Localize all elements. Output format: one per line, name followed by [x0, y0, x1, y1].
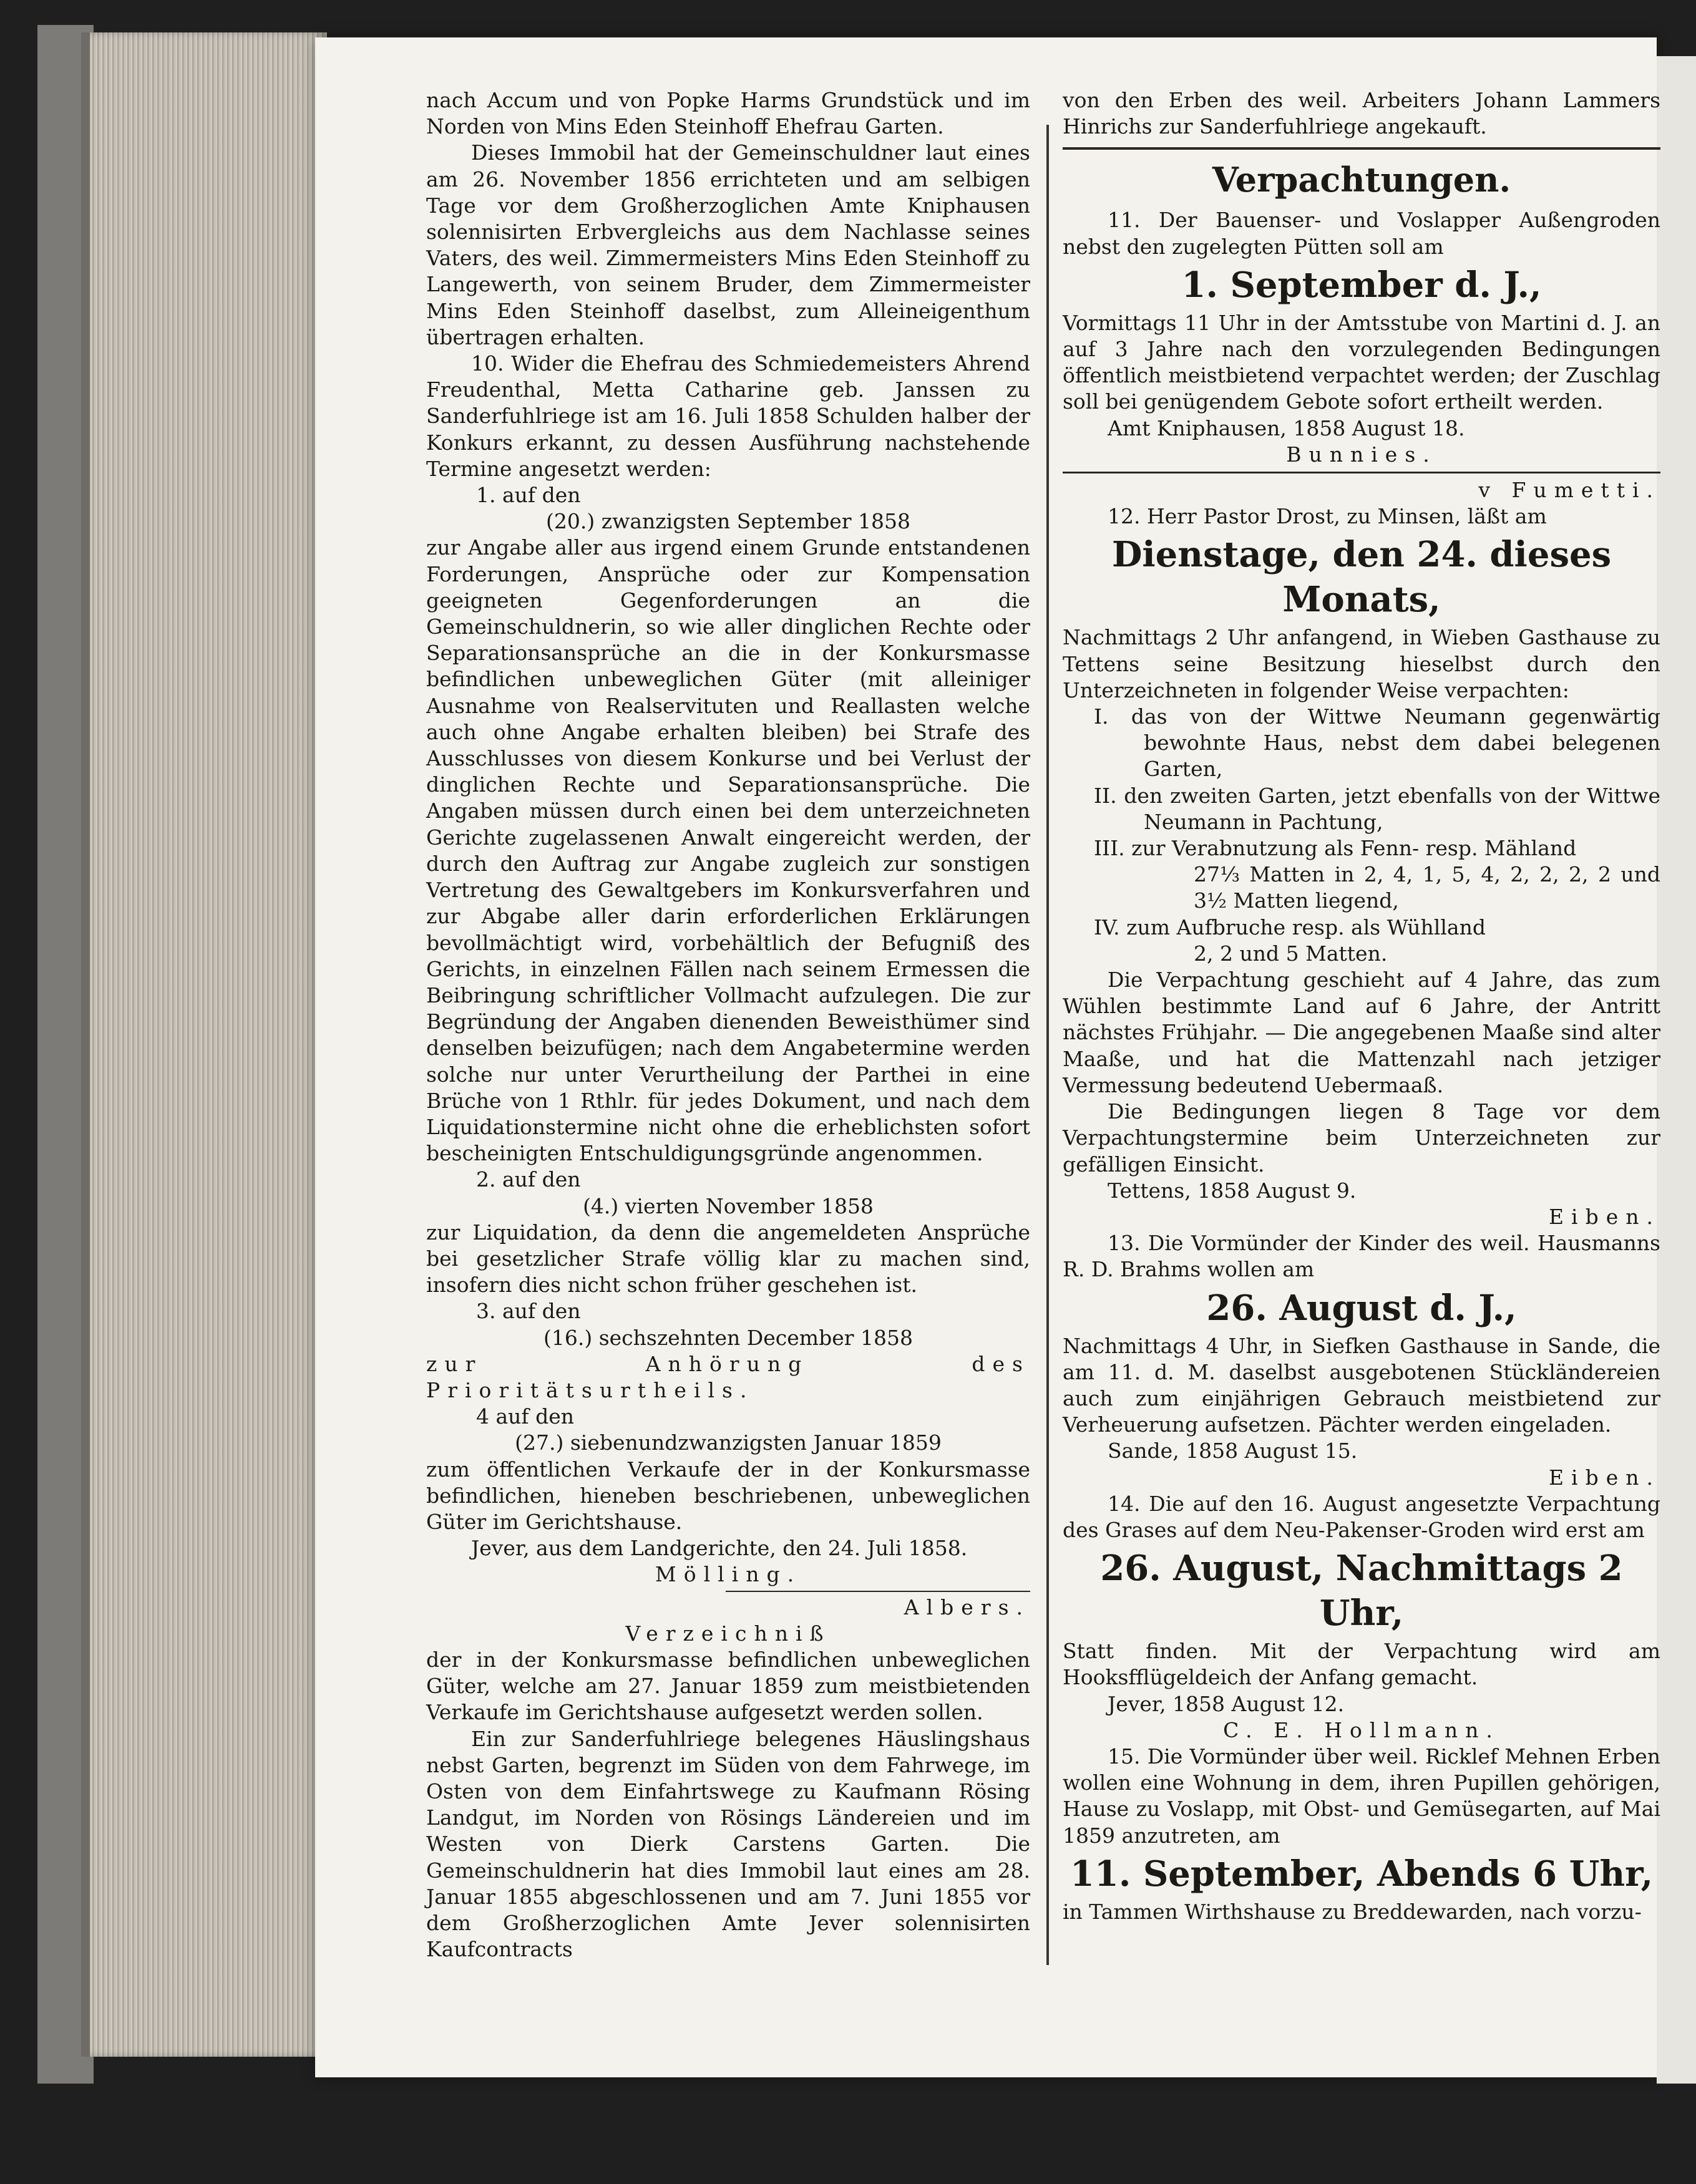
- signature: Eiben.: [1548, 1465, 1660, 1490]
- page-stack-edge: [81, 32, 327, 2057]
- term-date: (16.) sechszehnten December 1858: [543, 1325, 913, 1350]
- signature-rule: [726, 1591, 1030, 1592]
- column-divider: [1046, 125, 1049, 1965]
- text-paragraph: zum öffentlichen Verkaufe der in der Konkursmasse befindlichen, hieneben beschriebenen, unbeweglichen Güter im Gerichtshause.: [426, 1457, 1030, 1534]
- notice-12: 12. Herr Pastor Drost, zu Minsen, läßt am: [1108, 504, 1547, 529]
- text-paragraph: zur Anhörung des Prioritätsurtheils.: [426, 1351, 1030, 1402]
- notice-11: 11. Der Bauenser- und Voslapper Außengroden nebst den zugelegten Pütten soll am: [1063, 208, 1660, 259]
- lease-item-detail: 2, 2 und 5 Matten.: [1194, 941, 1388, 966]
- text-paragraph: Die Verpachtung geschieht auf 4 Jahre, das zum Wühlen bestimmte Land auf 6 Jahre, der Antritt nächstes Frühjahr. — Die angegebenen Maaße sind alter Maaße, und hat die Mattenzahl nach jetziger Vermessung bedeutend Uebermaaß.: [1063, 968, 1660, 1097]
- term-label: 2. auf den: [476, 1167, 581, 1192]
- place-date-line: Sande, 1858 August 15.: [1108, 1439, 1358, 1463]
- place-date-line: Jever, aus dem Landgerichte, den 24. Juli 1858.: [471, 1536, 968, 1561]
- lease-item: II. den zweiten Garten, jetzt ebenfalls von der Wittwe Neumann in Pachtung,: [1094, 783, 1660, 834]
- text-paragraph: Ein zur Sanderfuhlriege belegenes Häuslingshaus nebst Garten, begrenzt im Süden von dem Fahrwege, im Osten von dem Einfahrtswege zu Kaufmann Rösing Landgut, im Norden von Rösings Ländereien und im Westen von Dierk Carstens Garten. Die Gemeinschuldnerin hat dies Immobil laut eines am 28. Januar 1855 abgeschlossenen und am 7. Juni 1855 vor dem Großherzoglichen Amte Jever solennisirten Kaufcontracts: [426, 1726, 1030, 1962]
- term-label: 3. auf den: [476, 1299, 581, 1324]
- text-paragraph: der in der Konkursmasse befindlichen unbeweglichen Güter, welche am 27. Januar 1859 zum meistbietenden Verkaufe im Gerichtshause aufgesetzt werden sollen.: [426, 1647, 1030, 1725]
- signature: Eiben.: [1548, 1204, 1660, 1229]
- term-date: (20.) zwanzigsten September 1858: [545, 509, 911, 534]
- notice-14: 14. Die auf den 16. August angesetzte Verpachtung des Grases auf dem Neu-Pakenser-Groden wird erst am: [1063, 1491, 1660, 1542]
- signature: Bunnies.: [1286, 442, 1437, 467]
- section-title: Verzeichniß: [625, 1621, 831, 1646]
- page-right-margin: [1657, 56, 1696, 2084]
- notice-date: Dienstage, den 24. dieses Monats,: [1111, 534, 1612, 621]
- notice-13: 13. Die Vormünder der Kinder des weil. Hausmanns R. D. Brahms wollen am: [1063, 1231, 1660, 1282]
- term-date: (4.) vierten November 1858: [583, 1193, 874, 1218]
- lease-item: IV. zum Aufbruche resp. als Wühlland: [1094, 915, 1486, 939]
- text-paragraph: Dieses Immobil hat der Gemeinschuldner laut eines am 26. November 1856 errichteten und am selbigen Tage vor dem Großherzoglichen Amte Kniphausen solennisirten Erbvergleichs aus dem Nachlasse seines Vaters, des weil. Zimmermeisters Mins Eden Steinhoff zu Langewerth, von seinem Bruder, dem Zimmermeister Mins Eden Steinhoff daselbst, zum Alleineigenthum übertragen erhalten.: [426, 140, 1030, 349]
- section-rule: [1063, 147, 1660, 150]
- signature: Mölling.: [655, 1562, 802, 1587]
- term-label: 1. auf den: [476, 483, 581, 508]
- text-paragraph: nach Accum und von Popke Harms Grundstück und im Norden von Mins Eden Steinhoff Ehefrau Garten.: [426, 88, 1030, 139]
- lease-item-detail: 27⅓ Matten in 2, 4, 1, 5, 4, 2, 2, 2, 2 und 3½ Matten liegend,: [1194, 862, 1660, 913]
- signature: C. E. Hollmann.: [1223, 1717, 1500, 1742]
- left-column: [426, 87, 1030, 1963]
- text-paragraph: zur Angabe aller aus irgend einem Grunde entstandenen Forderungen, Ansprüche oder zur Kompensation geeigneten Gegenforderungen an die Gemeinschuldnerin, so wie aller dinglichen Rechte oder Separationsansprüche an die in der Konkursmasse befindlichen unbeweglichen Güter (mit alleiniger Ausnahme von Realservituten und Reallasten welche auch ohne Angabe erhalten bleiben) bei Strafe des Ausschlusses von diesem Konkurse und bei Verlust der dinglichen Rechte und Separationsansprüche. Die Angaben müssen durch einen bei dem unterzeichneten Gerichte zugelassenen Anwalt eingereicht werden, der durch den Auftrag zur Angabe zugleich zur sonstigen Vertretung des Gewaltgebers im Konkursverfahren und zur Abgabe aller darin erforderlichen Erklärungen bevollmächtigt wird, vorbehältlich der Befugniß des Gerichts, in einzelnen Fällen nach seinem Ermessen die Beibringung schriftlicher Vollmacht aufzulegen. Die zur Begründung der Angaben dienenden Beweisthümer sind denselben beizufügen; nach dem Angabetermine werden solche nur unter Verurtheilung der Parthei in eine Brüche von 1 Rthlr. für jedes Dokument, und nach dem Liquidationstermine nicht ohne die erheblichsten sofort bescheinigten Entschuldigungsgründe angenommen.: [426, 535, 1030, 1166]
- place-date-line: Tettens, 1858 August 9.: [1108, 1178, 1357, 1203]
- notice-date: 11. September, Abends 6 Uhr,: [1070, 1853, 1654, 1895]
- section-heading: Verpachtungen.: [1212, 160, 1511, 200]
- text-paragraph: Nachmittags 4 Uhr, in Siefken Gasthause in Sande, die am 11. d. M. daselbst ausgebotenen Stückländereien auch zum einjährigen Gebrauch meistbietend zur Verheuerung aufsetzen. Pächter werden eingeladen.: [1063, 1333, 1660, 1437]
- term-label: 4 auf den: [476, 1404, 575, 1429]
- text-paragraph: zur Liquidation, da denn die angemeldeten Ansprüche bei gesetzlicher Strafe völlig klar zu machen sind, insofern dies nicht schon früher geschehen ist.: [426, 1220, 1030, 1298]
- text-paragraph: Die Bedingungen liegen 8 Tage vor dem Verpachtungstermine beim Unterzeichneten zur gefälligen Einsicht.: [1063, 1099, 1660, 1177]
- signature: Albers.: [904, 1594, 1030, 1619]
- text-paragraph: Statt finden. Mit der Verpachtung wird am Hooksfflügeldeich der Anfang gemacht.: [1063, 1639, 1660, 1690]
- notice-15: 15. Die Vormünder über weil. Ricklef Mehnen Erben wollen eine Wohnung in dem, ihren Pupillen gehörigen, Hause zu Voslapp, mit Obst- und Gemüsegarten, auf Mai 1859 anzutreten, am: [1063, 1744, 1660, 1848]
- notice-date: 26. August d. J.,: [1206, 1287, 1517, 1329]
- lease-item: I. das von der Wittwe Neumann gegenwärtig bewohnte Haus, nebst dem dabei belegenen Garten,: [1094, 704, 1660, 782]
- place-date-line: Jever, 1858 August 12.: [1108, 1691, 1345, 1716]
- notice-date: 26. August, Nachmittags 2 Uhr,: [1100, 1548, 1623, 1634]
- notice-10: 10. Wider die Ehefrau des Schmiedemeisters Ahrend Freudenthal, Metta Catharine geb. Janssen zu Sanderfuhlriege ist am 16. Juli 1858 Schulden halber der Konkurs erkannt, zu dessen Ausführung nachstehende Termine angesetzt werden:: [426, 351, 1030, 481]
- signature-rule: [1063, 472, 1660, 473]
- text-paragraph: Vormittags 11 Uhr in der Amtsstube von Martini d. J. an auf 3 Jahre nach den vorzulegenden Bedingungen öffentlich meistbietend verpachtet werden; der Zuschlag soll bei genügendem Gebote sofort ertheilt werden.: [1063, 310, 1660, 414]
- signature: v Fumetti.: [1478, 478, 1660, 503]
- lease-item: III. zur Verabnutzung als Fenn- resp. Mähland: [1094, 836, 1577, 861]
- text-paragraph: in Tammen Wirthshause zu Breddewarden, nach vorzu-: [1063, 1899, 1642, 1924]
- text-paragraph: Nachmittags 2 Uhr anfangend, in Wieben Gasthause zu Tettens seine Besitzung hieselbst durch den Unterzeichneten in folgender Weise verpachten:: [1063, 625, 1660, 702]
- right-column: [1063, 87, 1660, 1925]
- text-paragraph: von den Erben des weil. Arbeiters Johann Lammers Hinrichs zur Sanderfuhlriege angekauft.: [1063, 88, 1660, 139]
- place-date-line: Amt Kniphausen, 1858 August 18.: [1108, 415, 1465, 440]
- notice-date: 1. September d. J.,: [1181, 264, 1542, 306]
- term-date: (27.) siebenundzwanzigsten Januar 1859: [515, 1430, 942, 1455]
